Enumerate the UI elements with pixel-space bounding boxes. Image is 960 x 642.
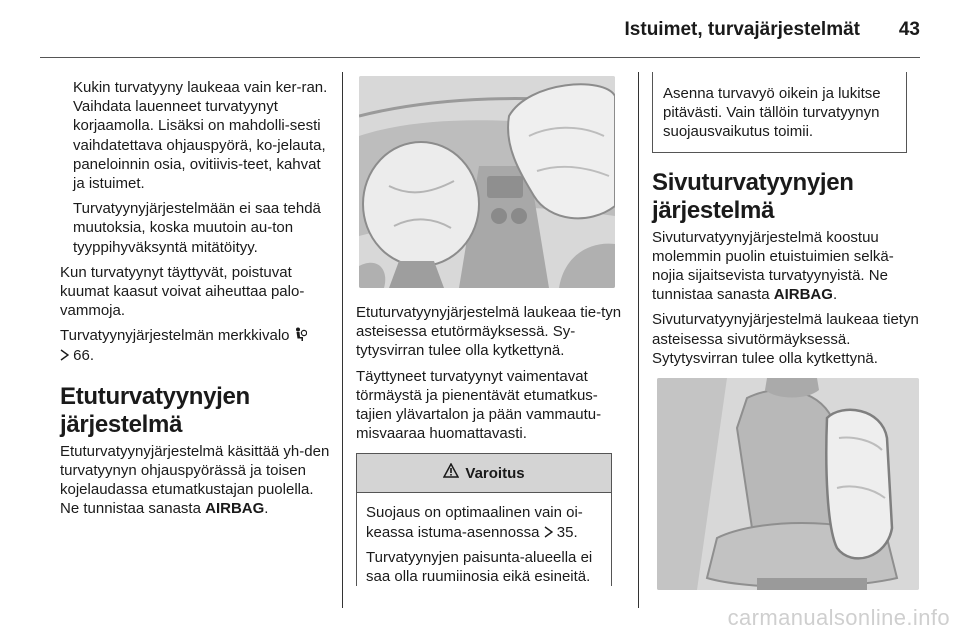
- seatbelt-notice-text: Asenna turvavyö oikein ja lukitse pitävästi. Vain tällöin turvatyynyn suojausvaikutus toimii.: [663, 85, 881, 141]
- front-airbag-benefit-paragraph: Täyttyneet turvatyynyt vaimentavat törmäystä ja pienentävät etumatkus-tajien ylävartalon ja pään vammautu-misvaaraa huomattavasti.: [356, 367, 602, 443]
- side-airbag-deploy-paragraph: Sivuturvatyynyjärjestelmä laukeaa tietyn asteisessa sivutörmäyksessä. Sytytysvirran tulee olla kytkettynä.: [652, 311, 919, 367]
- period: .: [264, 500, 269, 518]
- warning-paragraph-1: [366, 503, 605, 541]
- page-reference-icon: [544, 524, 553, 541]
- front-airbags-illustration: [359, 76, 615, 288]
- page-reference: 66.: [73, 346, 95, 364]
- side-airbag-heading: Sivuturvatyynyjen järjestelmä: [652, 168, 854, 224]
- page-reference-icon: [60, 347, 73, 364]
- running-header-title: Istuimet, turvajärjestelmät: [624, 19, 860, 40]
- warning-paragraph-1-text: Suojaus on optimaalinen vain oi-keassa istuma-asennossa: [366, 504, 583, 541]
- notice-paragraph-2: Turvatyynyjärjestelmään ei saa tehdä muutoksia, koska muutoin au-ton tyyppihyväksyntä mitätöityy.: [73, 200, 321, 256]
- warning-body: [357, 493, 611, 586]
- notice-paragraph-1: Kukin turvatyyny laukeaa vain ker-ran. Vaihdata lauenneet turvatyynyt korjaamolla. Lisäksi on mahdolli-sesti vaihdatettava ohjauspyörä, ko-jelauta, paneloinnin osia, ovitiivis-teet, kahvat ja istuimet.: [73, 79, 328, 193]
- column-divider-left: [342, 72, 343, 608]
- indicator-text: Turvatyynyjärjestelmän merkkivalo: [60, 327, 290, 345]
- warning-header: [357, 454, 611, 493]
- warning-paragraph-2: Turvatyynyjen paisunta-alueella ei saa olla ruumiinosia eikä esineitä.: [366, 548, 593, 586]
- airbag-label: AIRBAG: [773, 286, 833, 304]
- warning-box: [356, 453, 612, 586]
- column-3: [652, 72, 922, 590]
- column-2: [356, 76, 626, 592]
- page-reference: 35.: [556, 523, 578, 541]
- side-airbag-illustration: [657, 378, 919, 590]
- front-airbag-deploy-paragraph: Etuturvatyynyjärjestelmä laukeaa tie-tyn asteisessa etutörmäyksessä. Sy-tytysvirran tulee olla kytkettynä.: [356, 304, 622, 360]
- side-airbag-description-text: Sivuturvatyynyjärjestelmä koostuu molemmin puolin etuistuimien selkä-nojia sijaitsevista turvatyynyistä. Ne tunnistaa sanasta: [652, 228, 894, 304]
- warning-title: Varoitus: [465, 464, 525, 482]
- column-1: [60, 78, 330, 525]
- front-airbag-description: [60, 442, 330, 519]
- page-number: 43: [898, 19, 920, 40]
- airbag-label: AIRBAG: [205, 500, 265, 518]
- indicator-paragraph: [60, 326, 330, 364]
- period: .: [832, 286, 838, 304]
- header-rule: [40, 57, 920, 58]
- seatbelt-notice-box: [652, 72, 907, 153]
- warning-triangle-icon: [443, 463, 459, 483]
- column-divider-right: [638, 72, 639, 608]
- watermark: carmanualsonline.info: [727, 605, 950, 630]
- burn-warning-paragraph: Kun turvatyynyt täyttyvät, poistuvat kuumat kaasut voivat aiheuttaa palo-vammoja.: [60, 263, 305, 320]
- airbag-indicator-icon: [294, 327, 307, 344]
- front-airbag-heading: Etuturvatyynyjen järjestelmä: [60, 382, 250, 438]
- front-airbag-description-text: Etuturvatyynyjärjestelmä käsittää yh-den turvatyynyn ohjauspyörässä ja toisen kojelaudassa etumatkustajan puolella. Ne tunnistaa sanasta: [60, 442, 330, 518]
- side-airbag-description: [652, 228, 922, 305]
